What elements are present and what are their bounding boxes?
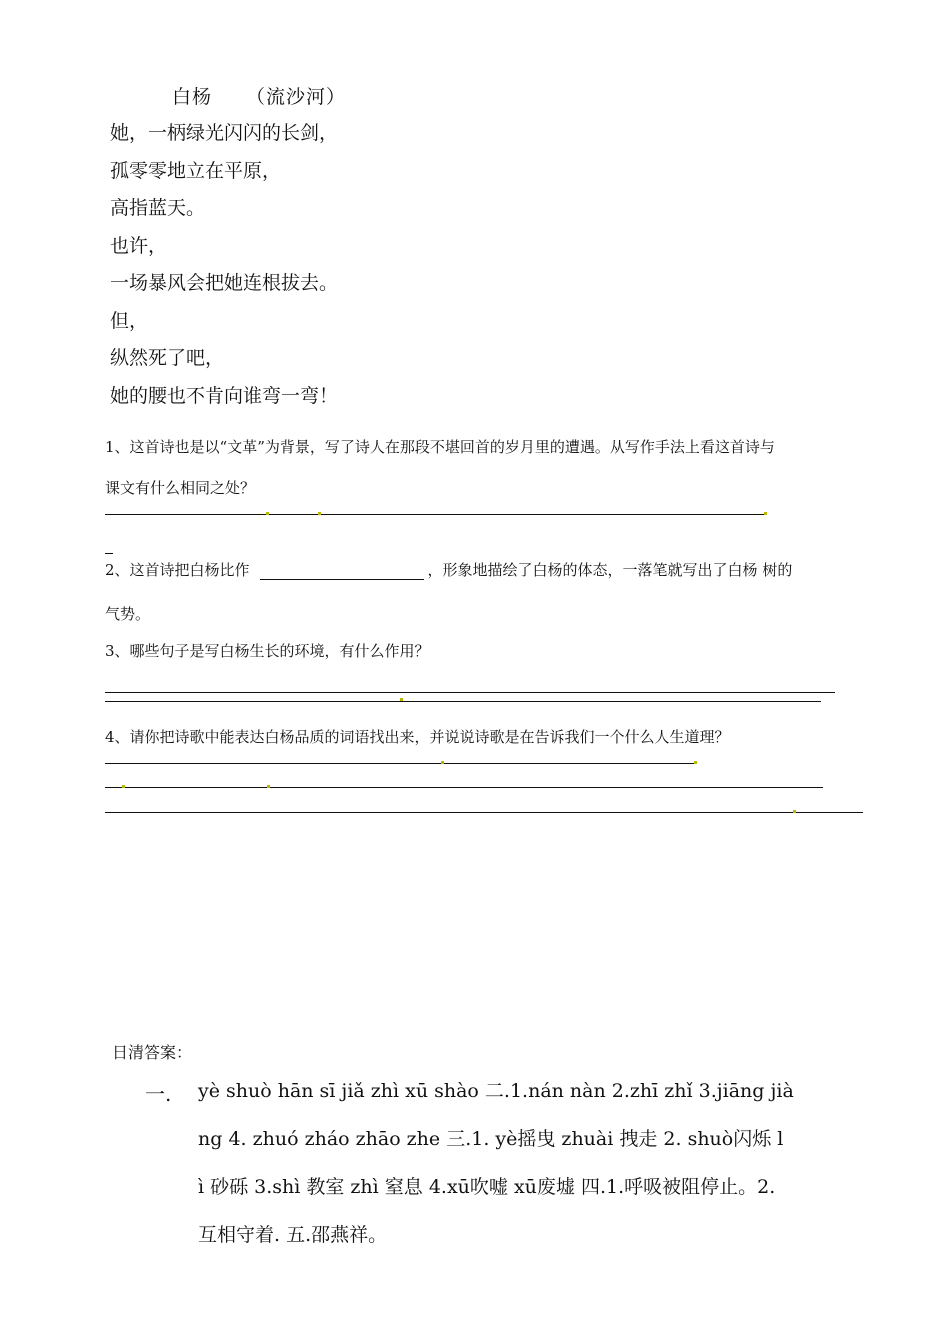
poem-line: 孤零零地立在平原，	[110, 159, 282, 182]
answers-heading: 日清答案：	[112, 1043, 193, 1062]
marker-dot	[441, 761, 444, 764]
poem-line: 一场暴风会把她连根拔去。	[110, 272, 339, 294]
poem-line: 高指蓝天。	[110, 197, 206, 219]
marker-dot	[694, 761, 697, 764]
answer-line	[105, 692, 835, 693]
marker-dot	[267, 785, 270, 788]
question-2-line-2: 气势。	[105, 605, 151, 623]
marker-dot	[793, 810, 796, 813]
marker-dot	[318, 512, 321, 515]
question-2-suffix: ，形象地描绘了白杨的体态，一落笔就写出了白杨 树的	[427, 561, 793, 579]
answer-line-text: ì 砂砾 3.shì 教室 zhì 窒息 4.xū吹嘘 xū废墟 四.1.呼吸被阻停止。2.	[198, 1176, 776, 1198]
question-2-line-1	[105, 560, 792, 580]
answer-line	[105, 701, 821, 702]
question-1-line-2: 课文有什么相同之处？	[105, 479, 256, 497]
answer-line	[105, 553, 113, 554]
poem-line: 她的腰也不肯向谁弯一弯！	[110, 384, 339, 407]
poem-line: 她，一柄绿光闪闪的长剑，	[110, 122, 339, 144]
answer-line-text: 互相守着. 五.邵燕祥。	[198, 1224, 388, 1246]
poem-author: （流沙河）	[246, 86, 347, 108]
poem-title: 白杨	[172, 86, 213, 108]
poem-line: 纵然死了吧，	[110, 347, 225, 369]
answer-line-text: ng 4. zhuó zháo zhāo zhe 三.1. yè摇曳 zhuài 拽走 2. shuò闪烁 l	[198, 1128, 784, 1150]
answer-line	[105, 763, 695, 764]
poem-title-line	[172, 82, 380, 109]
marker-dot	[400, 698, 403, 701]
answer-line	[105, 514, 765, 515]
poem-line: 但，	[110, 309, 149, 332]
answer-line-text: yè shuò hān sī jiǎ zhì xū shào 二.1.nán nàn 2.zhī zhǐ 3.jiāng jià	[198, 1080, 794, 1102]
answer-line	[105, 787, 823, 788]
marker-dot	[266, 512, 269, 515]
question-2-prefix: 2、这首诗把白杨比作	[105, 561, 250, 579]
marker-dot	[764, 512, 767, 515]
question-3: 3、哪些句子是写白杨生长的环境，有什么作用？	[105, 642, 430, 660]
answer-line	[105, 812, 863, 813]
answers-body	[198, 1076, 888, 1268]
marker-dot	[122, 785, 125, 788]
question-4: 4、请你把诗歌中能表达白杨品质的词语找出来，并说说诗歌是在告诉我们一个什么人生道理？	[105, 728, 730, 746]
answers-section-number: 一.	[145, 1082, 172, 1106]
poem-line: 也许，	[110, 234, 168, 257]
fill-in-blank[interactable]	[260, 563, 424, 580]
question-1-line-1: 1、这首诗也是以“文革”为背景，写了诗人在那段不堪回首的岁月里的遭遇。从写作手法上看这首诗与	[105, 438, 775, 456]
poem-body	[110, 118, 338, 418]
